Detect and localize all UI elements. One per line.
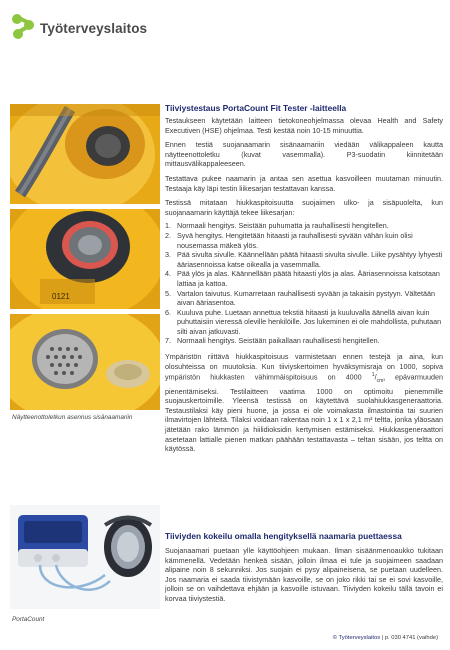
environment-paragraph: Ympäristön riittävä hiukkaspitoisuus varmistetaan ennen testejä ja aina, kun olosuhteissa on muutoksia. Kun tiiviyskertoimen hyväksymisraja on 1000, sopiva ympäristön hiukkasten vähimmäispitoisuus on 4000 $^1/_{cm^3}$ epävarmuuden pienentämiseksi. Testilaitteen vaatima 1000 on optimoitu pienemmille suojauskertoimille. Yleensä testissä on käytettävä suolahiukkasgeneraattoria. Testaustilaksi käy pieni huone, ja jossa ei ole voimakasta ilmastointia tai suurien ilmavirtojen lähteitä. Tilaksi voidaan rakentaa noin 1 x 1 x 2,1 m³ teltta, jonka yläosaan jätetään rako lämmön ja hiilidioksidin kertymisen estämiseksi. Hiukkasgeneraattori asetetaan lattialle pienen matkan päähään testattavasta – teltan sisään, jos teltta on käytössä.: [165, 352, 443, 454]
footer: [333, 635, 438, 641]
exercise-item: 4. Pää ylös ja alas. Käännellään päätä hitaasti ylös ja alas. Ääriasennoissa katsotaan lattiaa ja kattoa.: [165, 269, 440, 288]
self-check-section: [165, 531, 443, 604]
exercise-list: [165, 221, 443, 346]
mask-marking: 0121: [52, 292, 70, 301]
logo-mark-icon: [8, 10, 38, 46]
mask-hose-photo: [10, 104, 160, 204]
portacount-caption: PortaCount: [12, 616, 45, 623]
mask-valve-photo: [10, 209, 160, 309]
intro-paragraph: Testaukseen käytetään laitteen tietokoneohjelmassa olevaa Health and Safety Executiven (HSE) ohjelmaa. Testi kestää noin 10-15 minuuttia.: [165, 116, 443, 135]
logo: [8, 10, 148, 46]
logo-text: Työterveyslaitos: [40, 21, 148, 36]
exercise-item: 5. Vartalon taivutus. Kumarretaan rauhallisesti syvään ja takaisin pystyyn. Vältetään aivan ääriasentoa.: [165, 288, 435, 308]
exercise-item: 6. Kuuluva puhe. Luetaan annettua tekstiä hitaasti ja kuuluvalla äänellä aivan kuin puhuttaisiin vieressä oleville henkilöille. Jos lukeminen ei ole mahdollista, puhutaan silti aivan jatkuvasti.: [165, 307, 442, 336]
self-check-heading: Tiiviyden kokeilu omalla hengityksellä naamaria puettaessa: [165, 531, 402, 541]
fit-test-heading: Tiiviystestaus PortaCount Fit Tester -laitteella: [165, 103, 347, 113]
donning-paragraph: Testattava pukee naamarin ja antaa sen asettua kasvoilleen muutaman minuutin. Testaaja käy läpi testin liikesarjan testattavan kanssa.: [165, 173, 443, 193]
exercise-item: 1. Normaali hengitys. Seistään puhumatta ja rauhallisesti hengitellen.: [165, 221, 389, 231]
exercise-item: 3. Pää sivulta sivulle. Käännellään päätä hitaasti sivulta sivulle. Liike pysähtyy lyhyesti ääriasennoissa katse oikealla ja vasemmalla.: [165, 250, 443, 269]
preparation-paragraph: Ennen testiä suojanaamarin sisänaamariin viedään välikappaleen kautta näytteenottoletku (kuvat vasemmalla). P3-suodatin kiinnitetään mittausvälikappaleeseen.: [165, 140, 443, 169]
sampler-caption: Näytteenottoletkun asennus sisänaamariin: [12, 414, 133, 421]
self-check-paragraph: Suojanaamari puetaan ylle käyttöohjeen mukaan. Ilman sisäänmenoaukko tukitaan kämmenellä. Vedetään henkeä sisään, jolloin ilmaa ei tule ja suojaimeen saadaan alipaine noin 8 sekunniksi. Jos suojain ei pysy alipaineisena, se puetaan uudelleen. Jos naamaria ei saada tiivistymään kasvoille, se on joko rikki tai se ei sovi kasvoille, jolloin se on vaihdettava ehjään ja kasvoille istuvaan. Tiiviyden kokeilu tällä tavoin ei korvaa tiiviystestiä.: [165, 546, 443, 603]
sampler-mesh-photo: [10, 314, 160, 410]
footer-phone: | p. 030 4741 (vaihde): [380, 635, 438, 641]
exercise-item: 2. Syvä hengitys. Hengitetään hitaasti ja rauhallisesti syvään vähän kuin olisi nousemassa mäkeä ylös.: [165, 230, 413, 250]
portacount-device-photo: [10, 505, 160, 609]
fit-test-section: [165, 103, 443, 454]
footer-copyright: © Työterveyslaitos: [332, 635, 381, 641]
exercise-item: 7. Normaali hengitys. Seistään paikallaan rauhallisesti hengitellen.: [165, 336, 380, 346]
measurement-paragraph: Testissä mitataan hiukkaspitoisuutta suojaimen ulko- ja sisäpuolelta, kun suojanaamarin käyttäjä tekee liikesarjan:: [165, 198, 443, 217]
